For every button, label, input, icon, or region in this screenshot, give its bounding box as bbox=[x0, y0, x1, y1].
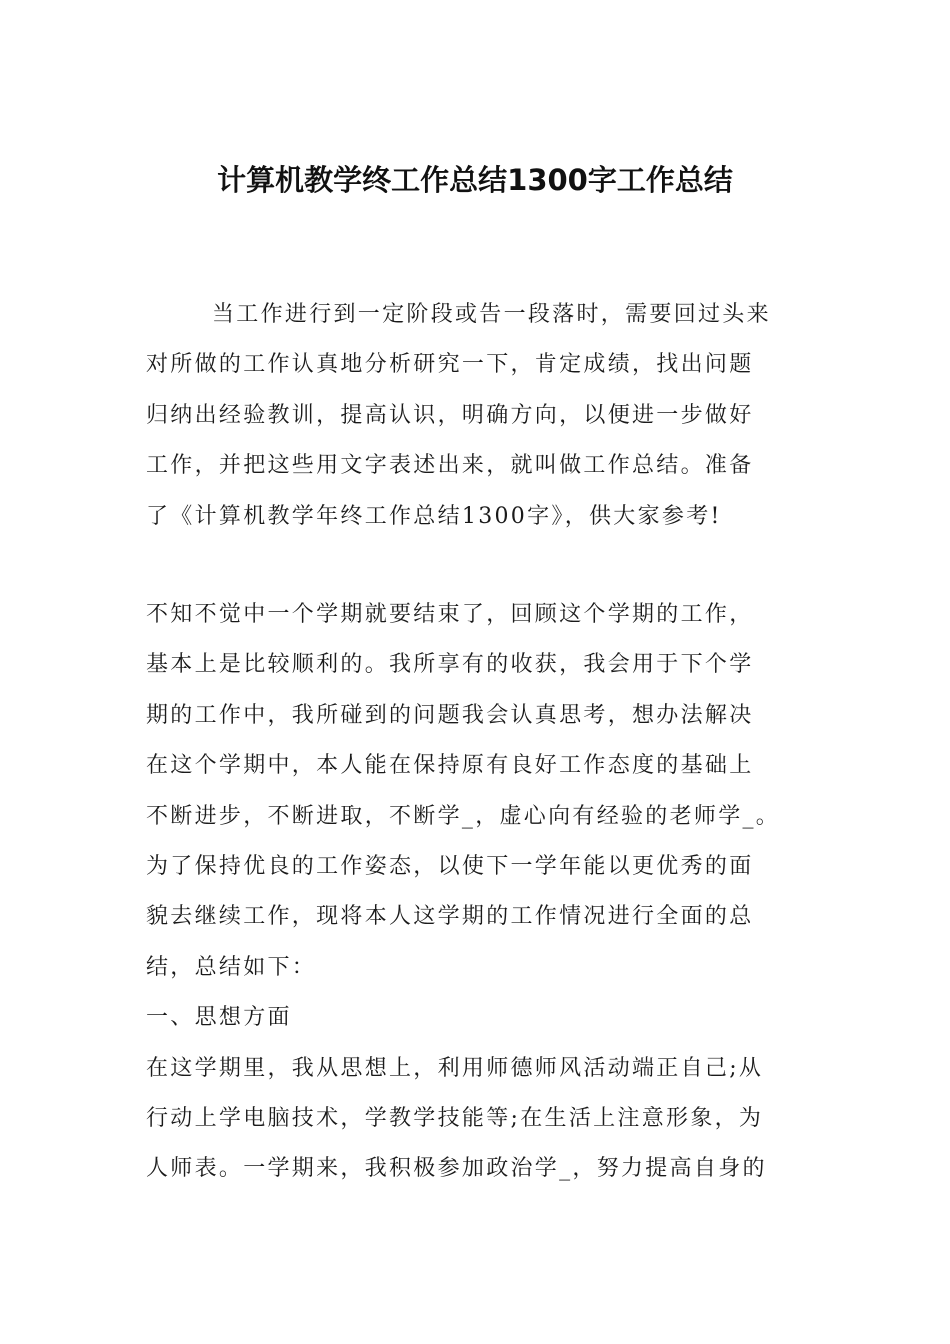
text-line: 在这学期里，我从思想上，利用师德师风活动端正自己;从 bbox=[146, 1055, 764, 1081]
text-line: 人师表。一学期来，我积极参加政治学_，努力提高自身的 bbox=[146, 1156, 767, 1182]
text-line: 工作，并把这些用文字表述出来，就叫做工作总结。准备 bbox=[146, 453, 754, 479]
text-line: 对所做的工作认真地分析研究一下，肯定成绩，找出问题 bbox=[146, 352, 754, 378]
body-text bbox=[146, 590, 816, 1195]
text-line: 了《计算机教学年终工作总结1300字》，供大家参考! bbox=[146, 503, 722, 529]
text-line: 结，总结如下： bbox=[146, 954, 317, 980]
text-line: 不知不觉中一个学期就要结束了，回顾这个学期的工作， bbox=[146, 602, 754, 627]
intro-paragraph bbox=[146, 290, 816, 542]
text-line: 为了保持优良的工作姿态，以使下一学年能以更优秀的面 bbox=[146, 853, 754, 879]
text-line: 在这个学期中，本人能在保持原有良好工作态度的基础上 bbox=[146, 753, 754, 779]
text-line: 行动上学电脑技术，学教学技能等;在生活上注意形象，为 bbox=[146, 1105, 764, 1131]
text-line: 不断进步，不断进取，不断学_，虚心向有经验的老师学_。 bbox=[146, 803, 781, 829]
text-line: 归纳出经验教训，提高认识，明确方向，以便进一步做好 bbox=[146, 402, 754, 428]
text-line: 貌去继续工作，现将本人这学期的工作情况进行全面的总 bbox=[146, 904, 754, 930]
text-line: 当工作进行到一定阶段或告一段落时，需要回过头来 bbox=[212, 302, 771, 327]
section-heading: 一、思想方面 bbox=[146, 1005, 292, 1031]
text-line: 期的工作中，我所碰到的问题我会认真思考，想办法解决 bbox=[146, 702, 754, 728]
document-title: 计算机教学终工作总结1300字工作总结 bbox=[217, 163, 733, 197]
text-line: 基本上是比较顺利的。我所享有的收获，我会用于下个学 bbox=[146, 652, 754, 678]
